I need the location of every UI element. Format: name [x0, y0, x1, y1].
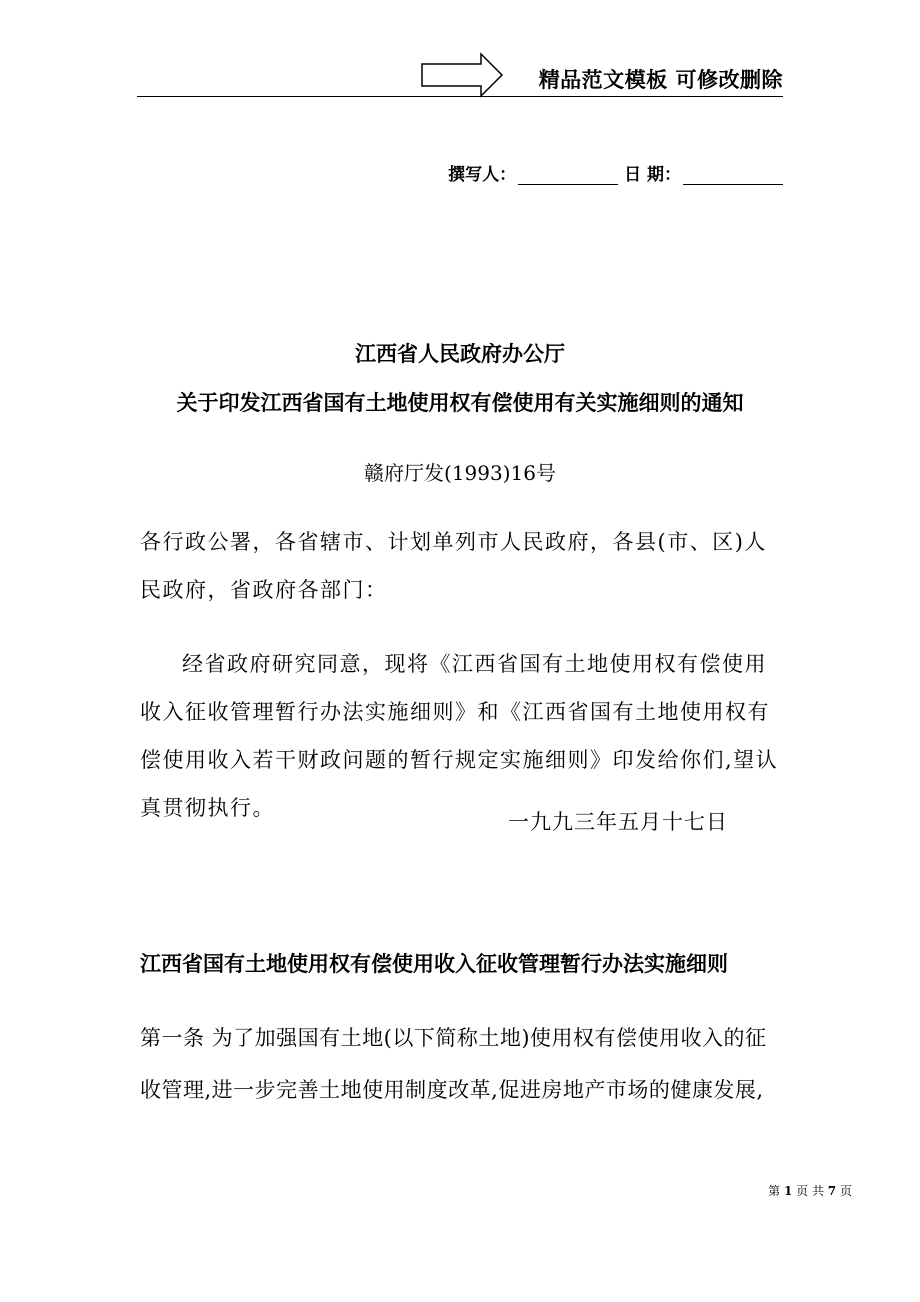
author-date-line — [448, 160, 783, 185]
document-number: 赣府厅发(1993)16号 — [364, 461, 556, 485]
notice-date: 一九九三年五月十七日 — [508, 810, 728, 834]
page-footer — [768, 1182, 852, 1199]
page-prefix: 第 — [768, 1184, 781, 1198]
article-1-paragraph: 第一条 为了加强国有土地(以下简称土地)使用权有偿使用收入的征收管理,进一步完善土地使用制度改革,促进房地产市场的健康发展, — [140, 1026, 767, 1102]
page-total: 7 — [827, 1184, 837, 1198]
rules-title: 江西省国有土地使用权有偿使用收入征收管理暂行办法实施细则 — [140, 952, 728, 976]
page-current: 1 — [783, 1184, 793, 1198]
page-header — [137, 50, 783, 98]
notice-body-paragraph: 经省政府研究同意，现将《江西省国有土地使用权有偿使用收入征收管理暂行办法实施细则》和《江西省国有土地使用权有偿使用收入若干财政问题的暂行规定实施细则》印发给你们,望认真贯彻执行。 — [140, 652, 779, 820]
header-title: 精品范文模板 可修改删除 — [538, 68, 783, 92]
issuer-heading: 江西省人民政府办公厅 — [355, 342, 565, 366]
author-blank — [518, 164, 618, 185]
date-label: 日 期： — [624, 165, 681, 185]
author-label: 撰写人： — [448, 165, 517, 185]
header-divider — [137, 96, 783, 97]
right-arrow-icon — [419, 52, 505, 98]
addressees-paragraph: 各行政公署，各省辖市、计划单列市人民政府，各县(市、区)人民政府，省政府各部门： — [140, 530, 767, 602]
page-mid: 页 共 — [796, 1184, 824, 1198]
notice-title: 关于印发江西省国有土地使用权有偿使用有关实施细则的通知 — [176, 391, 744, 415]
date-blank — [683, 164, 783, 185]
page-suffix: 页 — [839, 1184, 852, 1198]
